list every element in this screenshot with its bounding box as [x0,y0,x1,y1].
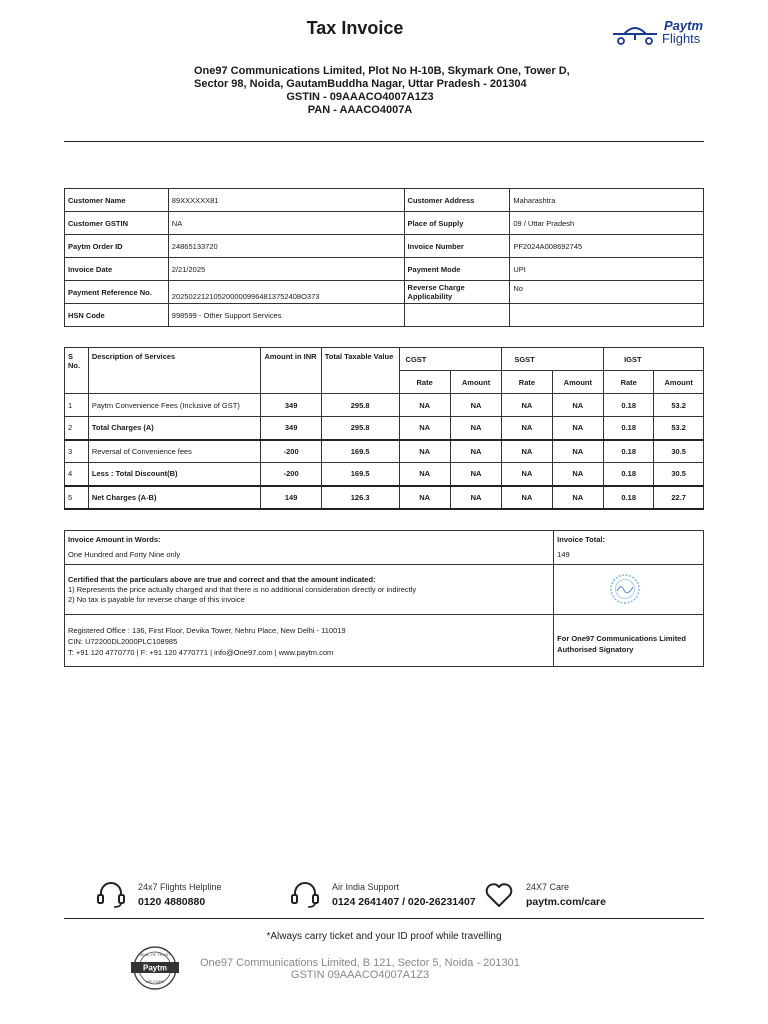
company-line-2: Sector 98, Noida, GautamBuddha Nagar, Uttar Pradesh - 201304 [194,78,527,90]
place-of-supply-value: 09 / Uttar Pradesh [510,212,704,235]
cell-igst-amount: 22.7 [654,486,704,509]
cell-taxable: 169.5 [321,440,399,463]
cell-cgst-amount: NA [450,394,502,417]
cell-description: Net Charges (A-B) [88,486,261,509]
col-sgst-amount: Amount [552,371,604,394]
cin-number: CIN: U72200DL2000PLC108985 [68,637,178,646]
cell-sgst-rate: NA [502,463,552,486]
cell-description: Reversal of Convenience fees [88,440,261,463]
invoice-number-label: Invoice Number [404,235,510,258]
col-cgst-rate: Rate [399,371,450,394]
air-india-label: Air India Support [332,882,400,892]
header-divider [64,141,704,142]
col-igst-rate: Rate [604,371,654,394]
cell-sgst-amount: NA [552,440,604,463]
cell-amount: -200 [261,440,321,463]
cell-sgst-rate: NA [502,486,552,509]
cell-igst-rate: 0.18 [604,394,654,417]
cell-cgst-rate: NA [399,486,450,509]
cell-sno: 2 [65,417,89,440]
headset-icon [96,880,126,910]
table-row [65,417,704,440]
cell-igst-rate: 0.18 [604,440,654,463]
table-row [65,258,704,281]
logo-brand: Paytm [664,18,704,33]
table-row [65,486,704,509]
cell-amount: 349 [261,394,321,417]
cell-igst-rate: 0.18 [604,417,654,440]
table-row [65,212,704,235]
care-value[interactable]: paytm.com/care [526,896,606,908]
customer-name-value: 89XXXXXX81 [168,189,404,212]
cell-sgst-amount: NA [552,394,604,417]
air-india-value[interactable]: 0124 2641407 / 020-26231407 [332,896,476,908]
company-block [190,65,590,117]
col-cgst: CGST [399,348,502,371]
cell-sno: 4 [65,463,89,486]
logo-sub: Flights [662,31,701,46]
headset-icon [290,880,320,910]
table-row [65,304,704,327]
airplane-icon [612,24,658,48]
cell-amount: 349 [261,417,321,440]
signatory-cell [554,615,704,667]
cell-taxable: 169.5 [321,463,399,486]
seal-bottom: WE CARE [145,979,165,984]
sign-role: Authorised Signatory [557,645,634,654]
cell-sgst-rate: NA [502,440,552,463]
customer-details-table [64,188,704,327]
cell-cgst-rate: NA [399,440,450,463]
contact-info: T: +91 120 4770770 | F: +91 120 4770771 | info@One97.com | www.paytm.com [68,648,334,657]
cell-igst-amount: 53.2 [654,394,704,417]
cell-amount: 149 [261,486,321,509]
cell-igst-rate: 0.18 [604,486,654,509]
seal-top: SEAL OF TRUST [139,952,171,957]
travel-note: *Always carry ticket and your ID proof while travelling [266,931,502,942]
services-table [64,347,704,510]
cell-igst-rate: 0.18 [604,463,654,486]
cell-cgst-amount: NA [450,417,502,440]
heart-icon [484,880,514,910]
col-sgst: SGST [502,348,604,371]
hsn-code-value: 998599 - Other Support Services [168,304,404,327]
empty-cell [510,304,704,327]
payment-mode-value: UPI [510,258,704,281]
cell-sgst-amount: NA [552,417,604,440]
cell-description: Less : Total Discount(B) [88,463,261,486]
payment-mode-label: Payment Mode [404,258,510,281]
invoice-date-label: Invoice Date [65,258,169,281]
empty-cell [404,304,510,327]
helpline-label: 24x7 Flights Helpline [138,882,222,892]
order-id-value: 24865133720 [168,235,404,258]
care-label: 24X7 Care [526,882,570,892]
customer-name-label: Customer Name [65,189,169,212]
cell-igst-amount: 30.5 [654,440,704,463]
cell-sgst-rate: NA [502,417,552,440]
payment-ref-label: Payment Reference No. [65,281,169,304]
cell-taxable: 295.8 [321,417,399,440]
table-row [65,440,704,463]
table-row [65,615,704,667]
reverse-charge-value: No [510,281,704,304]
order-id-label: Paytm Order ID [65,235,169,258]
customer-address-value: Maharashtra [510,189,704,212]
customer-address-label: Customer Address [404,189,510,212]
page-title: Tax Invoice [306,18,404,38]
col-description: Description of Services [88,348,261,394]
cell-description: Total Charges (A) [88,417,261,440]
table-row [65,531,704,565]
cell-description: Paytm Convenience Fees (Inclusive of GST) [88,394,261,417]
cell-cgst-amount: NA [450,486,502,509]
footer-address [190,957,530,981]
col-igst-amount: Amount [654,371,704,394]
invoice-total-cell [554,531,704,565]
cell-cgst-rate: NA [399,463,450,486]
cell-cgst-rate: NA [399,394,450,417]
col-amount: Amount in INR [261,348,321,394]
paytm-flights-logo [612,18,712,50]
cert-title: Certified that the particulars above are true and correct and that the amount indicated: [68,575,376,584]
cell-sno: 5 [65,486,89,509]
cell-cgst-amount: NA [450,440,502,463]
table-row [65,463,704,486]
table-header-row [65,348,704,371]
table-row [65,235,704,258]
cert-point-1: 1) Represents the price actually charged and that there is no additional consideration directly or indirectly [68,585,417,594]
place-of-supply-label: Place of Supply [404,212,510,235]
company-gstin: GSTIN - 09AAACO4007A1Z3 [286,91,434,103]
invoice-total-label: Invoice Total: [557,535,605,544]
cert-point-2: 2) No tax is payable for reverse charge of this invoice [68,595,245,604]
cell-taxable: 295.8 [321,394,399,417]
reverse-charge-label: Reverse Charge Applicability [404,281,510,304]
helpline-value[interactable]: 0120 4880880 [138,896,206,908]
table-row [65,189,704,212]
cell-sgst-amount: NA [552,486,604,509]
amount-words-label: Invoice Amount in Words: [68,535,161,544]
footer-divider [64,918,704,919]
invoice-number-value: PF2024A008692745 [510,235,704,258]
sign-for: For One97 Communications Limited [557,634,686,643]
company-pan: PAN - AAACO4007A [307,104,413,116]
seal-brand: Paytm [142,963,168,973]
table-row [65,394,704,417]
cell-cgst-amount: NA [450,463,502,486]
table-row [65,281,704,304]
cell-sgst-rate: NA [502,394,552,417]
signature-stamp-icon [608,573,642,605]
col-igst: IGST [604,348,704,371]
col-sgst-rate: Rate [502,371,552,394]
certification-cell [65,565,554,615]
cell-sno: 1 [65,394,89,417]
cell-igst-amount: 53.2 [654,417,704,440]
payment-ref-value: 2025022121052000009964813752408O373 [168,281,404,304]
col-sno: S No. [65,348,89,394]
customer-gstin-label: Customer GSTIN [65,212,169,235]
paytm-seal-of-trust-logo [127,945,183,991]
col-cgst-amount: Amount [450,371,502,394]
cell-taxable: 126.3 [321,486,399,509]
footer-address-line: One97 Communications Limited, B 121, Sector 5, Noida - 201301 [200,957,520,969]
customer-gstin-value: NA [168,212,404,235]
cell-sno: 3 [65,440,89,463]
footer-contacts [96,880,716,912]
amount-words-value: One Hundred and Forty Nine only [68,550,181,559]
hsn-code-label: HSN Code [65,304,169,327]
company-line-1: One97 Communications Limited, Plot No H-10B, Skymark One, Tower D, [194,65,570,77]
invoice-total-value: 149 [557,550,570,559]
registered-office: Registered Office : 136, First Floor, Devika Tower, Nehru Place, New Delhi - 110019 [68,626,346,635]
footer-gstin: GSTIN 09AAACO4007A1Z3 [290,969,430,981]
cell-amount: -200 [261,463,321,486]
invoice-date-value: 2/21/2025 [168,258,404,281]
col-taxable: Total Taxable Value [321,348,399,394]
amount-in-words-cell [65,531,554,565]
cell-cgst-rate: NA [399,417,450,440]
cell-igst-amount: 30.5 [654,463,704,486]
cell-sgst-amount: NA [552,463,604,486]
registered-office-cell [65,615,554,667]
